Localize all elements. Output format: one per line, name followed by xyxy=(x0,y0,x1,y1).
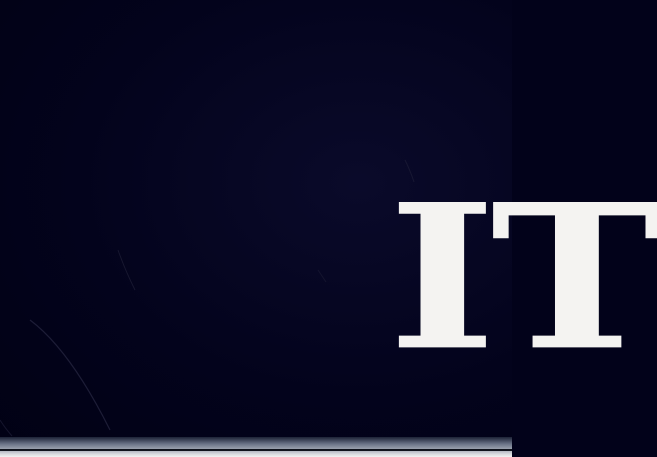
bottom-edge-band xyxy=(0,437,512,457)
bottom-edge-rule xyxy=(0,449,512,451)
headline-letters: IT xyxy=(388,159,657,395)
